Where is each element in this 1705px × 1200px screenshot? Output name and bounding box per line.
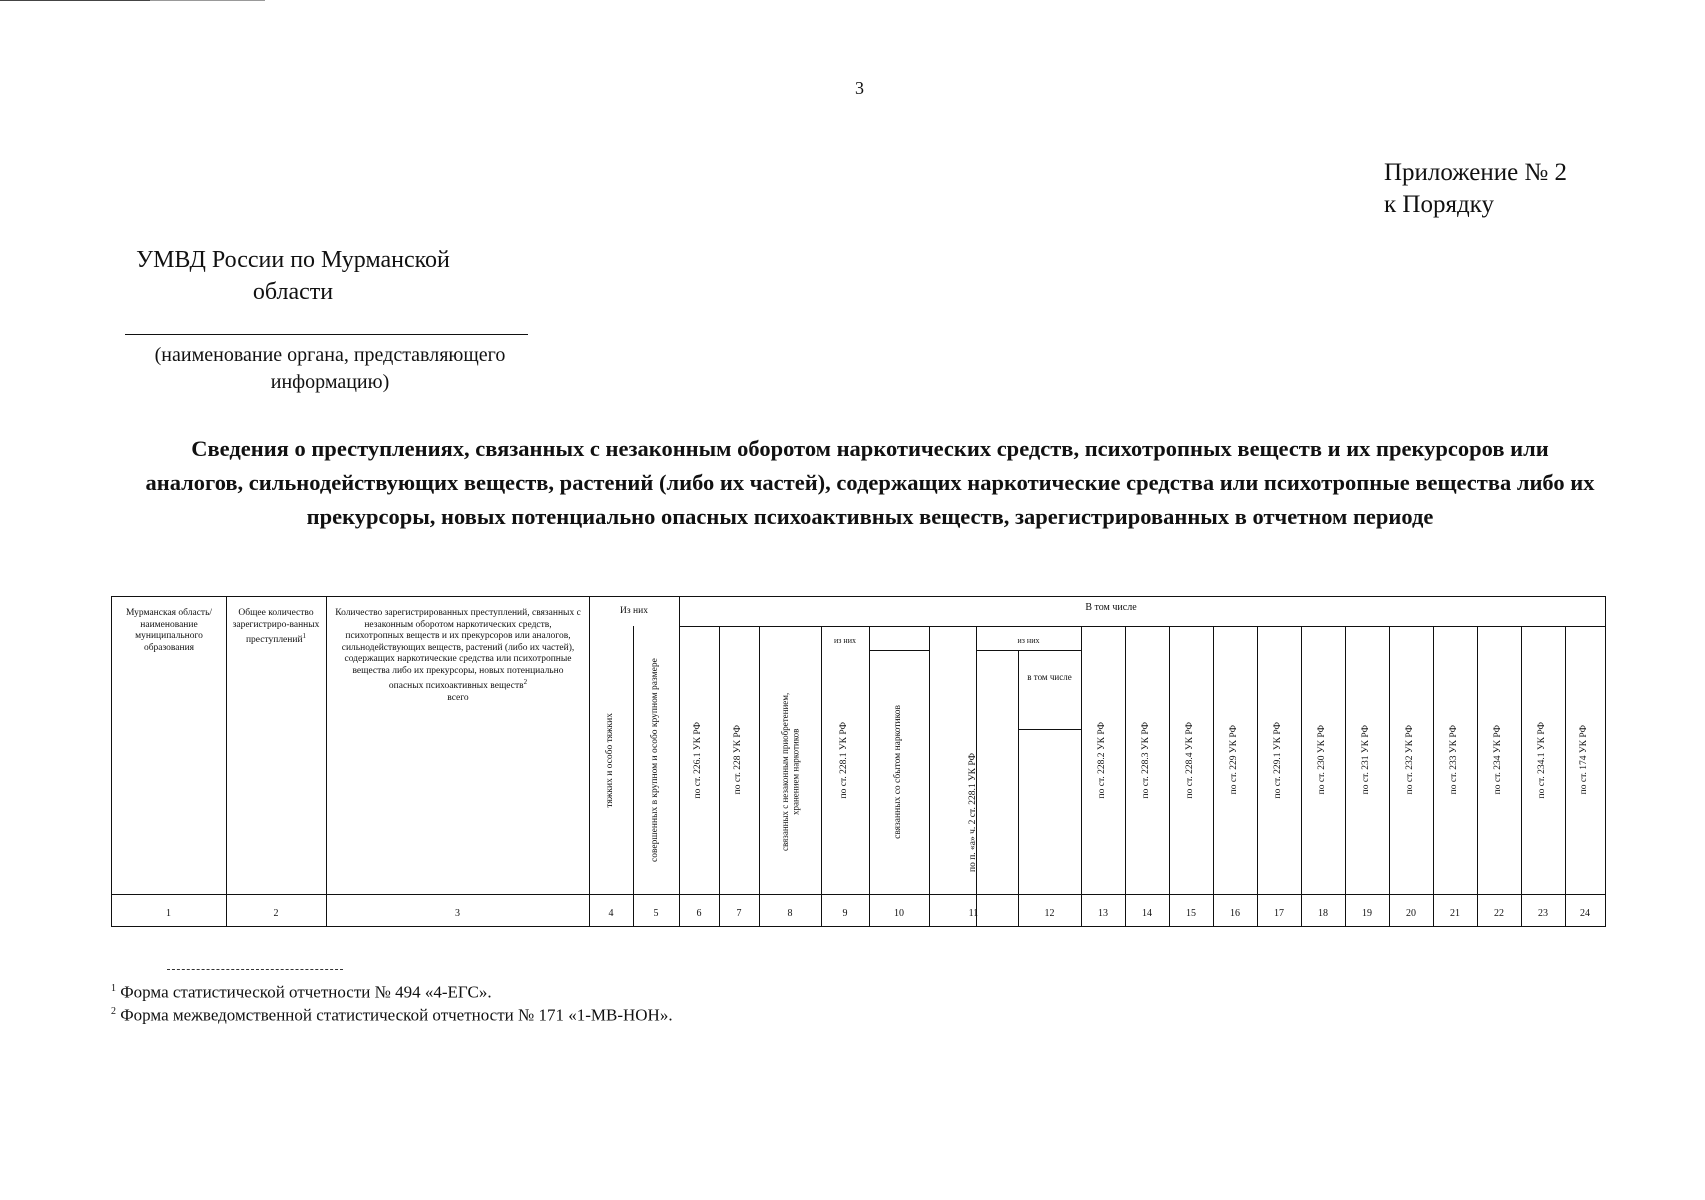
col-number: 4 <box>608 908 614 919</box>
col-number: 1 <box>166 908 171 919</box>
header-col-20 <box>1433 626 1477 894</box>
footnote-1-text: Форма статистической отчетности № 494 «4-ЕГС». <box>120 982 492 1002</box>
col-number: 12 <box>1044 908 1055 919</box>
table-header-bottom <box>111 894 1606 895</box>
footnote-ref-2: 2 <box>523 678 528 686</box>
footnote-2 <box>111 1001 673 1027</box>
col-number: 24 <box>1580 908 1590 919</box>
col-number: 13 <box>1098 908 1108 919</box>
col-number: 7 <box>736 908 742 919</box>
footnote-separator <box>167 969 343 970</box>
report-table <box>111 590 1606 936</box>
table-border-left <box>111 596 112 927</box>
table-col-line <box>226 596 227 927</box>
header-col-15 <box>1213 626 1257 894</box>
header-col-6-text: по ст. 226.1 УК РФ <box>693 721 704 799</box>
col-number: 5 <box>653 908 659 919</box>
col-number: 8 <box>787 908 793 919</box>
organization-underline <box>125 334 528 335</box>
footnote-1-mark: 1 <box>111 983 116 994</box>
header-in-that-number-11: в том числе <box>1027 672 1072 682</box>
header-col-22 <box>1521 626 1565 894</box>
header-col-3-text: Количество зарегистрированных преступлений, связанных с незаконным оборотом наркотических средств, психотропных веществ и их прекурсоров или аналогов, сильнодействующих веществ, растений (либо их частей), содержащих наркотические средства или психотропные вещества либо их прекурсоры, новых потенциально опасных психоактивных веществ <box>335 608 581 692</box>
header-col-17 <box>1301 626 1345 894</box>
col-number: 14 <box>1142 908 1152 919</box>
header-col-16-text: по ст. 229.1 УК РФ <box>1273 721 1284 799</box>
header-col-23-text: по ст. 174 УК РФ <box>1579 725 1590 795</box>
header-col-18-text: по ст. 231 УК РФ <box>1361 725 1372 795</box>
footnote-ref-1: 1 <box>302 632 307 640</box>
header-col-19-text: по ст. 232 УК РФ <box>1405 725 1416 795</box>
header-col-10 <box>869 650 929 894</box>
header-col-13 <box>1125 626 1169 894</box>
table-border-top <box>111 596 1606 597</box>
header-col-15-text: по ст. 229 УК РФ <box>1229 725 1240 795</box>
header-col-12-text: по ст. 228.2 УК РФ <box>1097 721 1108 799</box>
header-col-21 <box>1477 626 1521 894</box>
organization-name: УМВД России по Мурманской области <box>136 247 450 305</box>
header-col-20-text: по ст. 233 УК РФ <box>1449 725 1460 795</box>
col-number: 9 <box>842 908 848 919</box>
col-number: 2 <box>273 908 279 919</box>
scan-artifact-line <box>150 0 265 1</box>
header-col-11-text: по п. «а» ч. 2 ст. 228.1 УК РФ <box>967 752 978 872</box>
col-number: 6 <box>696 908 702 919</box>
footnote-2-text: Форма межведомственной статистической отчетности № 171 «1-МВ-НОН». <box>120 1005 673 1025</box>
header-col-11 <box>929 729 1018 894</box>
table-col-line <box>326 596 327 927</box>
table-col-line <box>1018 650 1019 927</box>
table-header-line <box>976 650 1081 651</box>
header-col-19 <box>1389 626 1433 894</box>
table-border-bottom <box>111 926 1606 927</box>
col-number: 19 <box>1362 908 1372 919</box>
col-number: 16 <box>1230 908 1240 919</box>
header-of-them-10-11: из них <box>1017 636 1040 645</box>
header-col-18 <box>1345 626 1389 894</box>
header-in-that-number: В том числе <box>1085 602 1137 613</box>
col-number: 20 <box>1406 908 1416 919</box>
header-col-5-text: совершенных в крупном и особо крупном размере <box>650 658 661 862</box>
col-number: 18 <box>1318 908 1328 919</box>
header-col-2-text: Общее количество зарегистриро-ванных преступлений <box>232 608 320 646</box>
header-col-14 <box>1169 626 1213 894</box>
header-of-them: Из них <box>620 606 648 616</box>
scan-artifact-line <box>0 0 150 1</box>
header-col-17-text: по ст. 230 УК РФ <box>1317 725 1328 795</box>
footnote-1 <box>111 978 492 1004</box>
header-col-8 <box>759 650 821 894</box>
organization-caption: (наименование органа, представляющего информацию) <box>154 344 506 393</box>
appendix-line-2: к Порядку <box>1384 191 1494 218</box>
header-of-them-8: из них <box>833 636 856 645</box>
header-col-4 <box>589 626 633 894</box>
header-col-7-text: по ст. 228 УК РФ <box>733 725 744 795</box>
col-number: 22 <box>1494 908 1504 919</box>
col-number: 10 <box>894 908 904 919</box>
header-col-13-text: по ст. 228.3 УК РФ <box>1141 721 1152 799</box>
col-number: 3 <box>455 908 460 919</box>
col-number: 15 <box>1186 908 1196 919</box>
appendix-label <box>1384 157 1567 221</box>
header-col-8-text: связанных с незаконным приобретением, хранением наркотиков <box>779 692 800 852</box>
document-title: Сведения о преступлениях, связанных с незаконным оборотом наркотических средств, психотропных веществ и их прекурсоров или аналогов, сильнодействующих веществ, растений (либо их частей), содержащих наркотические средства или психотропные вещества либо их прекурсоры, новых потенциально опасных психоактивных веществ, зарегистрированных в отчетном периоде <box>145 436 1595 529</box>
header-col-3-total: всего <box>447 692 469 703</box>
header-col-2 <box>229 608 323 647</box>
table-border-right <box>1605 596 1606 927</box>
header-col-9-text: по ст. 228.1 УК РФ <box>839 721 850 799</box>
col-number: 11 <box>968 908 979 919</box>
header-col-10-text: связанных со сбытом наркотиков <box>893 705 904 839</box>
header-col-14-text: по ст. 228.4 УК РФ <box>1185 721 1196 799</box>
header-col-9 <box>821 626 869 894</box>
header-col-7 <box>719 626 759 894</box>
header-col-12 <box>1081 626 1125 894</box>
header-col-6 <box>679 626 719 894</box>
header-col-3 <box>335 608 581 704</box>
header-col-5 <box>633 626 679 894</box>
header-col-16 <box>1257 626 1301 894</box>
header-col-4-text: тяжких и особо тяжких <box>605 712 616 808</box>
col-number: 21 <box>1450 908 1460 919</box>
col-number: 17 <box>1274 908 1284 919</box>
header-col-21-text: по ст. 234 УК РФ <box>1493 725 1504 795</box>
header-col-23 <box>1565 626 1605 894</box>
table-header-line <box>1018 729 1081 730</box>
col-number: 23 <box>1538 908 1548 919</box>
appendix-line-1: Приложение № 2 <box>1384 159 1568 186</box>
header-col-1: Мурманская область/ наименование муниципального образования <box>125 608 213 653</box>
header-col-22-text: по ст. 234.1 УК РФ <box>1537 721 1548 799</box>
page-number: 3 <box>855 78 864 98</box>
footnote-2-mark: 2 <box>111 1006 116 1017</box>
